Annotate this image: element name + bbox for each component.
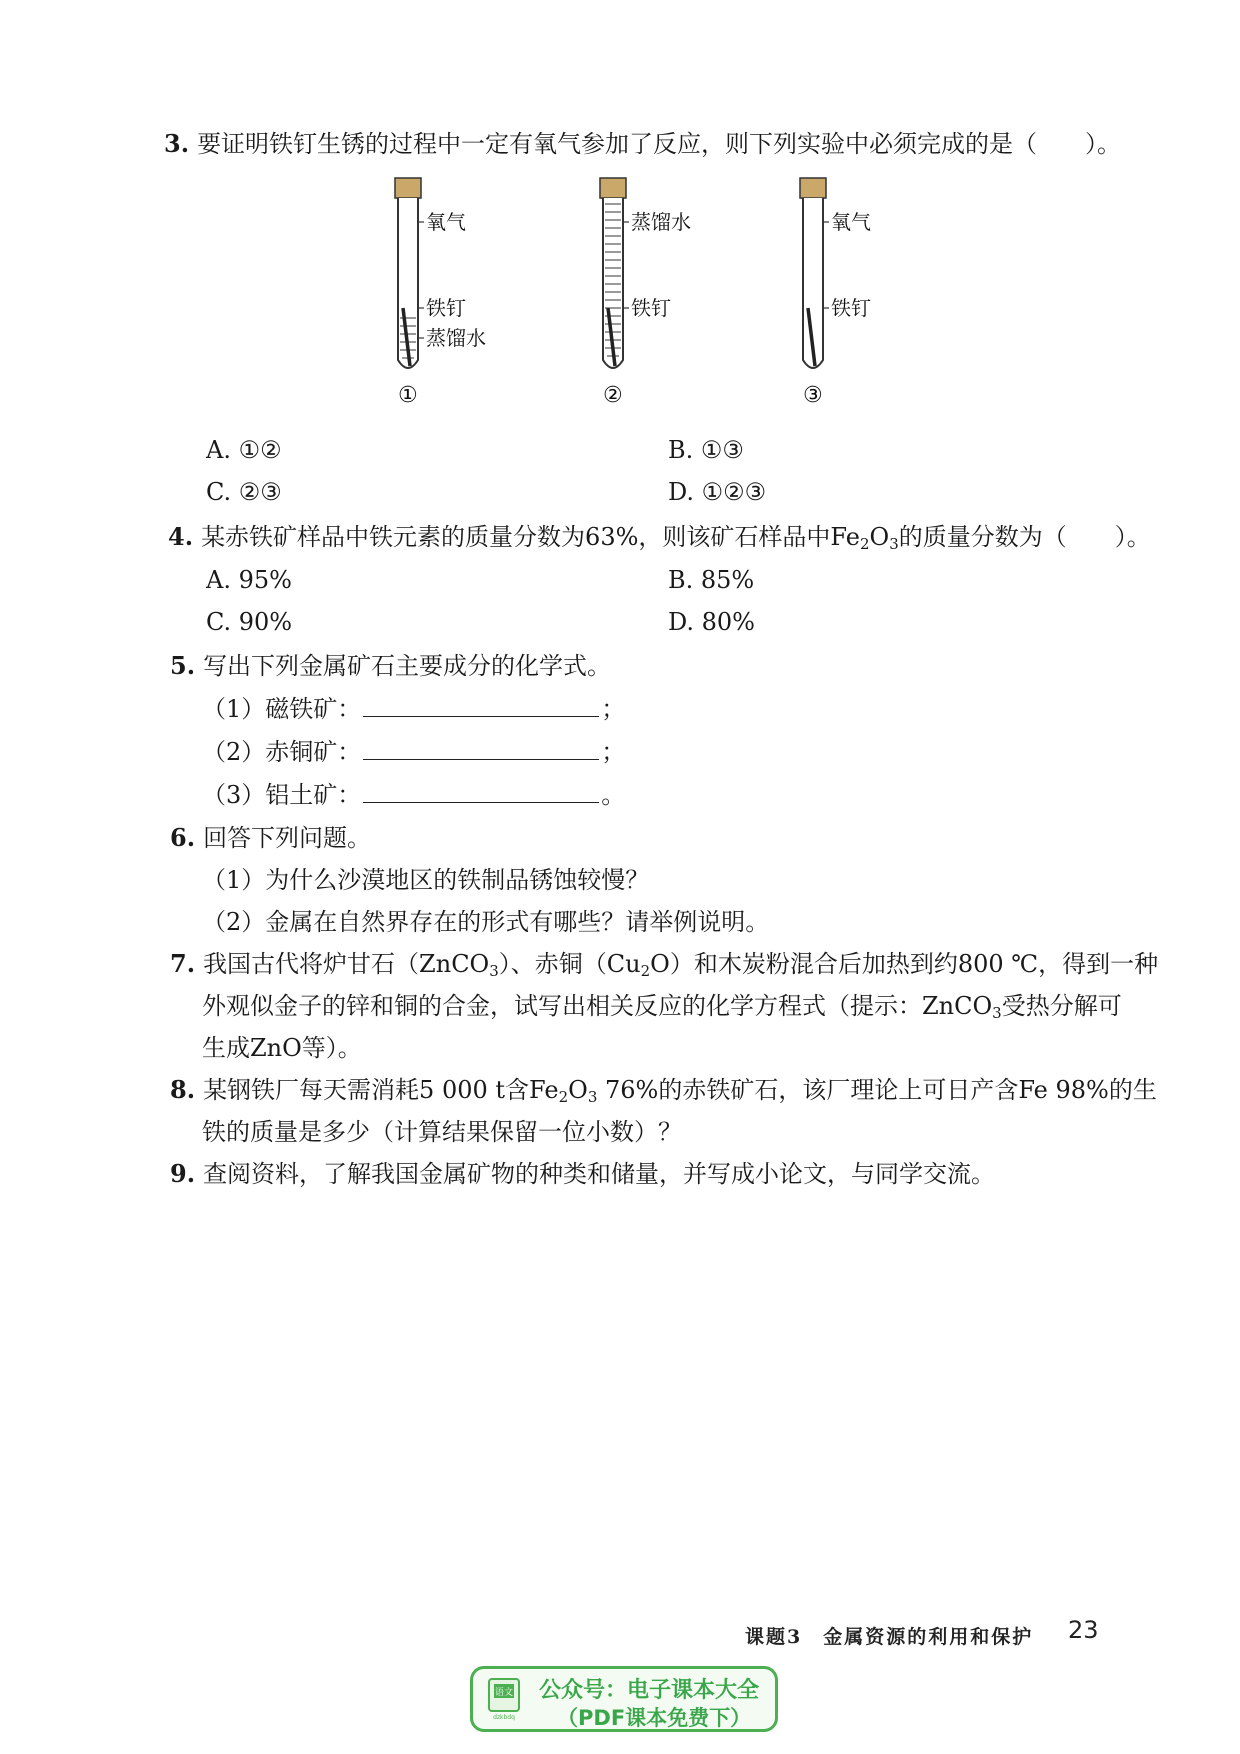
chapter-title: 课题3 金属资源的利用和保护: [745, 1626, 1034, 1648]
question-9: [170, 1158, 995, 1190]
subscript: 3: [889, 535, 899, 553]
tube-number: ②: [603, 383, 623, 408]
option-a: A. ①②: [206, 436, 282, 464]
question-number: 4.: [168, 522, 194, 551]
banner-subtitle: （PDF课本免费下）: [557, 1706, 752, 1730]
punctuation: 。: [601, 781, 626, 809]
punctuation: ；: [601, 738, 626, 766]
question-text: 查阅资料，了解我国金属矿物的种类和储量，并写成小论文，与同学交流。: [203, 1160, 996, 1188]
question-number: 6.: [170, 823, 196, 852]
question-7-line-2: [202, 990, 1122, 1022]
sub-item-2: [202, 736, 625, 768]
question-text: 某钢铁厂每天需消耗5 000 t含Fe: [203, 1076, 559, 1104]
question-text: 的质量分数为（ ）。: [898, 523, 1151, 551]
label-oxygen: 氧气: [426, 210, 466, 234]
punctuation: ；: [601, 695, 626, 723]
question-4: [168, 521, 1151, 553]
question-text: O）和木炭粉混合后加热到约800 ℃，得到一种: [650, 950, 1159, 978]
question-text: 回答下列问题。: [203, 824, 372, 852]
question-text: 写出下列金属矿石主要成分的化学式。: [203, 652, 612, 680]
subscript: 3: [587, 1088, 598, 1106]
sub-item-1: （1）为什么沙漠地区的铁制品锈蚀较慢？: [202, 866, 650, 894]
label-nail: 铁钉: [631, 296, 671, 320]
test-tube-1: [395, 178, 486, 408]
question-7-line-3: 生成ZnO等）。: [202, 1034, 362, 1062]
question-5: [170, 650, 611, 682]
answer-blank[interactable]: [363, 780, 599, 803]
question-text: 外观似金子的锌和铜的合金，试写出相关反应的化学方程式（提示：ZnCO: [202, 992, 993, 1020]
test-tube-2: [600, 178, 691, 408]
watermark-banner: [470, 1666, 778, 1732]
option-c: C. ②③: [206, 478, 282, 506]
sub-item-3: [202, 779, 625, 811]
option-a: A. 95%: [206, 566, 292, 594]
label-nail: 铁钉: [426, 296, 466, 320]
label-distilled-water: 蒸馏水: [631, 210, 691, 234]
question-text: ）、赤铜（Cu: [498, 950, 641, 978]
question-number: 7.: [170, 949, 196, 978]
question-number: 5.: [170, 651, 196, 680]
page-number: 23: [1068, 1616, 1099, 1644]
answer-blank[interactable]: [363, 694, 599, 717]
subscript: 2: [558, 1088, 569, 1106]
icon-text: 语文: [494, 1688, 514, 1698]
label-nail: 铁钉: [831, 296, 871, 320]
sub-item-label: （1）磁铁矿：: [202, 695, 362, 723]
question-8-line-2: 铁的质量是多少（计算结果保留一位小数）？: [202, 1118, 682, 1146]
answer-blank[interactable]: [363, 737, 599, 760]
label-oxygen: 氧气: [831, 210, 871, 234]
option-b: B. ①③: [668, 436, 744, 464]
sub-item-1: [202, 693, 625, 725]
option-d: D. 80%: [668, 608, 755, 636]
question-text: 受热分解可: [1001, 992, 1122, 1020]
cork-icon: [800, 178, 826, 198]
option-c: C. 90%: [206, 608, 293, 636]
cork-icon: [600, 178, 626, 198]
label-distilled-water: 蒸馏水: [426, 326, 486, 350]
question-text: 要证明铁钉生锈的过程中一定有氧气参加了反应，则下列实验中必须完成的是（ ）。: [197, 130, 1122, 158]
formula-part: O: [869, 523, 890, 551]
option-b: B. 85%: [668, 566, 755, 594]
question-8-line-1: [170, 1074, 1157, 1106]
icon-caption: dzkbdq: [493, 1714, 515, 1721]
question-text: 76%的赤铁矿石，该厂理论上可日产含Fe 98%的生: [597, 1076, 1157, 1104]
question-number: 3.: [164, 129, 190, 158]
question-text: 某赤铁矿样品中铁元素的质量分数为63%，则该矿石样品中Fe: [201, 523, 860, 551]
question-7-line-1: [170, 948, 1158, 980]
subscript: 2: [640, 962, 651, 980]
test-tube-3: [800, 178, 871, 408]
tube-number: ①: [398, 383, 418, 408]
question-3: [164, 128, 1121, 160]
question-number: 8.: [170, 1075, 196, 1104]
test-tube-figure: [380, 170, 940, 410]
cork-icon: [395, 178, 421, 198]
banner-title: 公众号：电子课本大全: [539, 1678, 760, 1703]
sub-item-label: （2）赤铜矿：: [202, 738, 362, 766]
question-number: 9.: [170, 1159, 196, 1188]
formula-part: O: [568, 1076, 588, 1104]
tube-number: ③: [803, 383, 823, 408]
question-6: [170, 822, 371, 854]
book-icon: [487, 1677, 523, 1721]
option-d: D. ①②③: [668, 478, 767, 506]
sub-item-label: （3）铝土矿：: [202, 781, 362, 809]
subscript: 2: [859, 535, 870, 553]
sub-item-2: （2）金属在自然界存在的形式有哪些？请举例说明。: [202, 908, 770, 936]
subscript: 3: [489, 962, 499, 980]
subscript: 3: [992, 1004, 1002, 1022]
question-text: 我国古代将炉甘石（ZnCO: [203, 950, 490, 978]
